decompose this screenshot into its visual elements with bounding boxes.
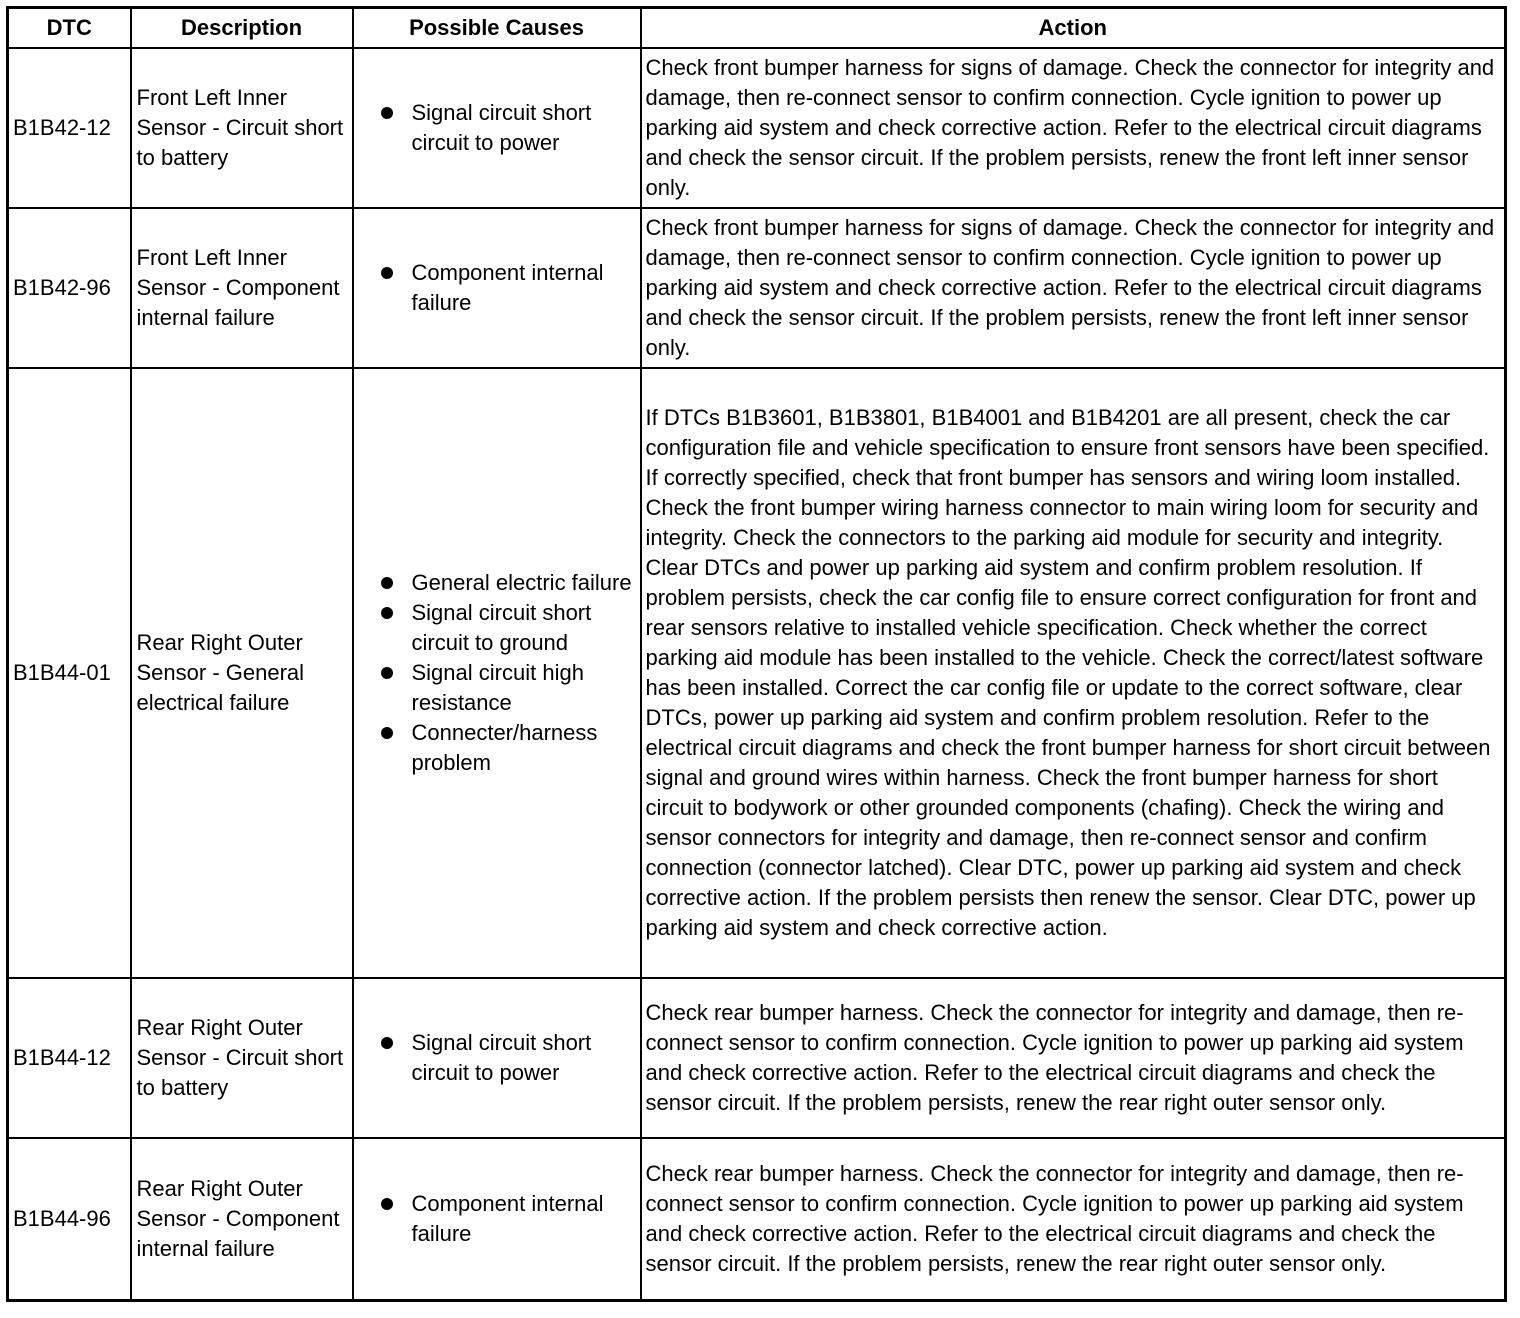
causes-list [359, 258, 635, 318]
action-cell: If DTCs B1B3601, B1B3801, B1B4001 and B1B4201 are all present, check the car configuration file and vehicle specification to ensure front sensors have been specified. If correctly specified, check that front bumper has sensors and wiring loom installed. Check the front bumper wiring harness connector to main wiring loom for security and integrity. Check the connectors to the parking aid module for security and integrity. Clear DTCs and power up parking aid system and confirm problem resolution. If problem persists, check the car config file to ensure correct configuration for front and rear sensors relative to installed vehicle specification. Check whether the correct parking aid module has been installed to the vehicle. Check the correct/latest software has been installed. Correct the car config file or update to the correct software, clear DTCs, power up parking aid system and confirm problem resolution. Refer to the electrical circuit diagrams and check the front bumper harness for short circuit between signal and ground wires within harness. Check the front bumper harness for short circuit to bodywork or other grounded components (chafing). Check the wiring and sensor connectors for integrity and damage, then re-connect sensor and confirm connection (connector latched). Clear DTC, power up parking aid system and check corrective action. If the problem persists then renew the sensor. Clear DTC, power up parking aid system and check corrective action. [641, 368, 1506, 978]
description-cell: Front Left Inner Sensor - Circuit short to battery [131, 48, 353, 208]
dtc-cell: B1B42-96 [8, 208, 131, 368]
header-possible-causes: Possible Causes [353, 8, 641, 49]
action-cell: Check front bumper harness for signs of damage. Check the connector for integrity and damage, then re-connect sensor to confirm connection. Cycle ignition to power up parking aid system and check corrective action. Refer to the electrical circuit diagrams and check the sensor circuit. If the problem persists, renew the front left inner sensor only. [641, 208, 1506, 368]
header-description: Description [131, 8, 353, 49]
dtc-cell: B1B42-12 [8, 48, 131, 208]
causes-list [359, 1189, 635, 1249]
action-cell: Check rear bumper harness. Check the connector for integrity and damage, then re-connect sensor to confirm connection. Cycle ignition to power up parking aid system and check corrective action. Refer to the electrical circuit diagrams and check the sensor circuit. If the problem persists, renew the rear right outer sensor only. [641, 1138, 1506, 1300]
cause-item: Connecter/harness problem [359, 718, 635, 778]
possible-causes-cell [353, 1138, 641, 1300]
dtc-table [6, 6, 1507, 1302]
cause-item: Component internal failure [359, 258, 635, 318]
table-row [8, 1138, 1506, 1300]
dtc-cell: B1B44-96 [8, 1138, 131, 1300]
cause-item: Signal circuit short circuit to power [359, 1028, 635, 1088]
possible-causes-cell [353, 48, 641, 208]
action-cell: Check front bumper harness for signs of damage. Check the connector for integrity and damage, then re-connect sensor to confirm connection. Cycle ignition to power up parking aid system and check corrective action. Refer to the electrical circuit diagrams and check the sensor circuit. If the problem persists, renew the front left inner sensor only. [641, 48, 1506, 208]
causes-list [359, 98, 635, 158]
table-row [8, 368, 1506, 978]
header-row [8, 8, 1506, 49]
description-cell: Rear Right Outer Sensor - Circuit short to battery [131, 978, 353, 1138]
causes-list [359, 1028, 635, 1088]
table-row [8, 208, 1506, 368]
action-cell: Check rear bumper harness. Check the connector for integrity and damage, then re-connect sensor to confirm connection. Cycle ignition to power up parking aid system and check corrective action. Refer to the electrical circuit diagrams and check the sensor circuit. If the problem persists, renew the rear right outer sensor only. [641, 978, 1506, 1138]
header-dtc: DTC [8, 8, 131, 49]
header-action: Action [641, 8, 1506, 49]
description-cell: Rear Right Outer Sensor - General electrical failure [131, 368, 353, 978]
causes-list [359, 568, 635, 778]
table-row [8, 48, 1506, 208]
table-row [8, 978, 1506, 1138]
cause-item: Signal circuit high resistance [359, 658, 635, 718]
cause-item: Signal circuit short circuit to power [359, 98, 635, 158]
description-cell: Front Left Inner Sensor - Component internal failure [131, 208, 353, 368]
cause-item: General electric failure [359, 568, 635, 598]
dtc-cell: B1B44-01 [8, 368, 131, 978]
possible-causes-cell [353, 208, 641, 368]
dtc-cell: B1B44-12 [8, 978, 131, 1138]
possible-causes-cell [353, 368, 641, 978]
possible-causes-cell [353, 978, 641, 1138]
cause-item: Component internal failure [359, 1189, 635, 1249]
description-cell: Rear Right Outer Sensor - Component internal failure [131, 1138, 353, 1300]
cause-item: Signal circuit short circuit to ground [359, 598, 635, 658]
